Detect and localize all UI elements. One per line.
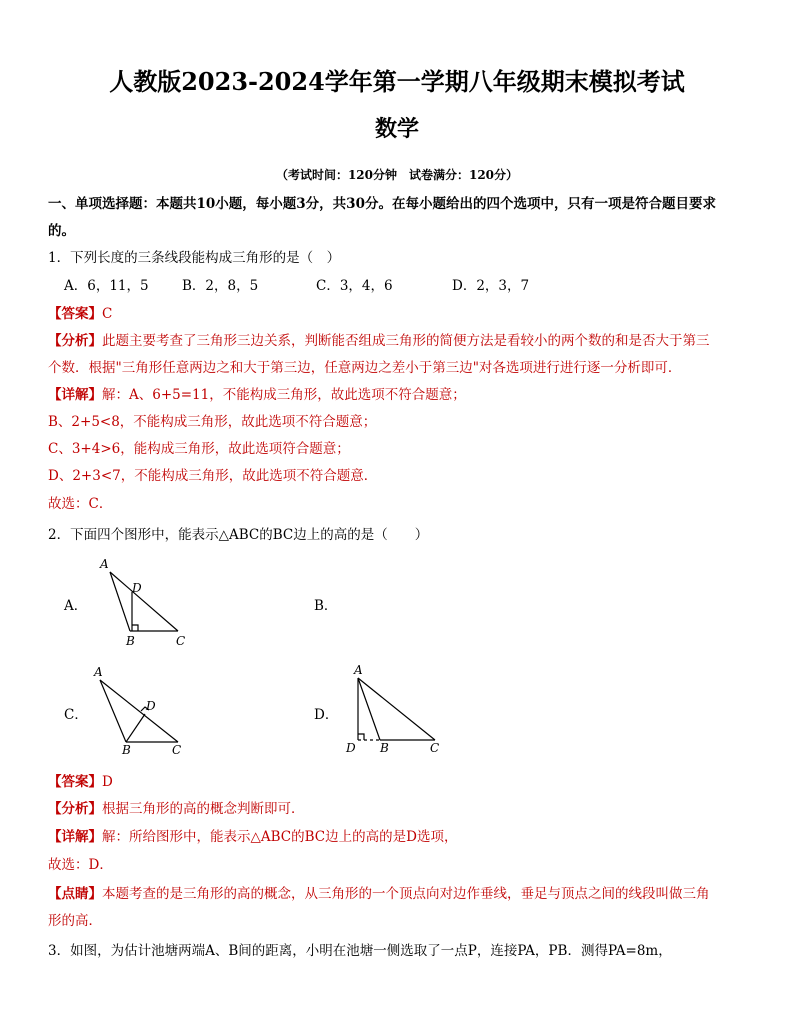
label-a: A (94, 665, 103, 679)
detail-tag: 【详解】 (48, 387, 102, 403)
q2-choose: 故选：D． (48, 857, 113, 873)
label-c: C (430, 741, 440, 755)
q1-option-b: B．2，8，5 (182, 278, 259, 294)
detail-text: 解：所给图形中，能表示△ABC的BC边上的高的是D选项， (102, 829, 458, 845)
q2-option-a-label: A． (64, 598, 88, 614)
q1-option-c: C．3，4，6 (316, 278, 393, 294)
q2-answer (48, 770, 113, 790)
answer-value: C (102, 306, 113, 322)
q1-detail-line4: D、2+3<7，不能构成三角形，故此选项不符合题意． (48, 468, 378, 484)
figure-a-triangle (90, 552, 200, 652)
q1-stem: 1．下列长度的三条线段能构成三角形的是（ ） (48, 250, 341, 266)
q1-detail-line2: B、2+5<8，不能构成三角形，故此选项不符合题意； (48, 414, 377, 430)
comment-tag: 【点睛】 (48, 886, 102, 902)
q2-comment-line2: 形的高． (48, 913, 102, 929)
q2-detail (48, 825, 457, 845)
q2-option-b-label: B． (314, 598, 338, 614)
label-a: A (354, 663, 363, 677)
q2-comment-line1 (48, 882, 710, 902)
q1-analysis-line1 (48, 329, 710, 349)
q1-detail-line1 (48, 383, 466, 403)
document-title: 人教版2023-2024学年第一学期八年级期末模拟考试 (109, 67, 685, 96)
label-c: C (176, 634, 186, 648)
label-d: D (132, 581, 142, 595)
q1-choose: 故选：C． (48, 496, 113, 512)
label-b: B (122, 743, 131, 757)
section-heading-line1: 一、单项选择题：本题共10小题，每小题3分，共30分。在每小题给出的四个选项中，只有一项是符合题目要求 (48, 196, 716, 212)
analysis-text: 根据三角形的高的概念判断即可． (102, 801, 305, 817)
subject-title: 数学 (374, 116, 419, 142)
q2-option-d-label: D． (314, 707, 339, 723)
q2-stem: 2．下面四个图形中，能表示△ABC的BC边上的高的是（ ） (48, 527, 429, 543)
analysis-tag: 【分析】 (48, 333, 102, 349)
label-d: D (146, 699, 156, 713)
q3-stem: 3．如图，为估计池塘两端A、B间的距离，小明在池塘一侧选取了一点P，连接PA，PB．测得PA=8m， (48, 943, 672, 959)
label-d: D (346, 741, 356, 755)
analysis-text: 此题主要考查了三角形三边关系，判断能否组成三角形的简便方法是看较小的两个数的和是否大于第三 (102, 333, 710, 349)
q1-answer (48, 302, 112, 322)
label-a: A (100, 557, 109, 571)
figure-c-triangle (90, 660, 200, 760)
q1-detail-line3: C、3+4>6，能构成三角形，故此选项符合题意； (48, 441, 350, 457)
section-heading-line2: 的。 (48, 223, 75, 239)
q1-analysis-line2: 个数．根据"三角形任意两边之和大于第三边，任意两边之差小于第三边"对各选项进行进行逐一分析即可． (48, 360, 682, 376)
q2-analysis (48, 797, 305, 817)
answer-tag: 【答案】 (48, 774, 102, 790)
detail-text: 解：A、6+5=11，不能构成三角形，故此选项不符合题意； (102, 387, 466, 403)
q2-option-c-label: C． (64, 707, 88, 723)
answer-value: D (102, 774, 113, 790)
label-b: B (380, 741, 389, 755)
answer-tag: 【答案】 (48, 306, 102, 322)
analysis-tag: 【分析】 (48, 801, 102, 817)
figure-d-triangle (340, 660, 460, 760)
label-b: B (126, 634, 135, 648)
q1-option-a: A．6，11，5 (64, 278, 149, 294)
exam-info: （考试时间：120分钟 试卷满分：120分） (275, 168, 519, 182)
detail-tag: 【详解】 (48, 829, 102, 845)
label-c: C (172, 743, 182, 757)
q1-option-d: D．2，3，7 (452, 278, 530, 294)
comment-text: 本题考查的是三角形的高的概念，从三角形的一个顶点向对边作垂线，垂足与顶点之间的线段叫做三角 (102, 886, 710, 902)
